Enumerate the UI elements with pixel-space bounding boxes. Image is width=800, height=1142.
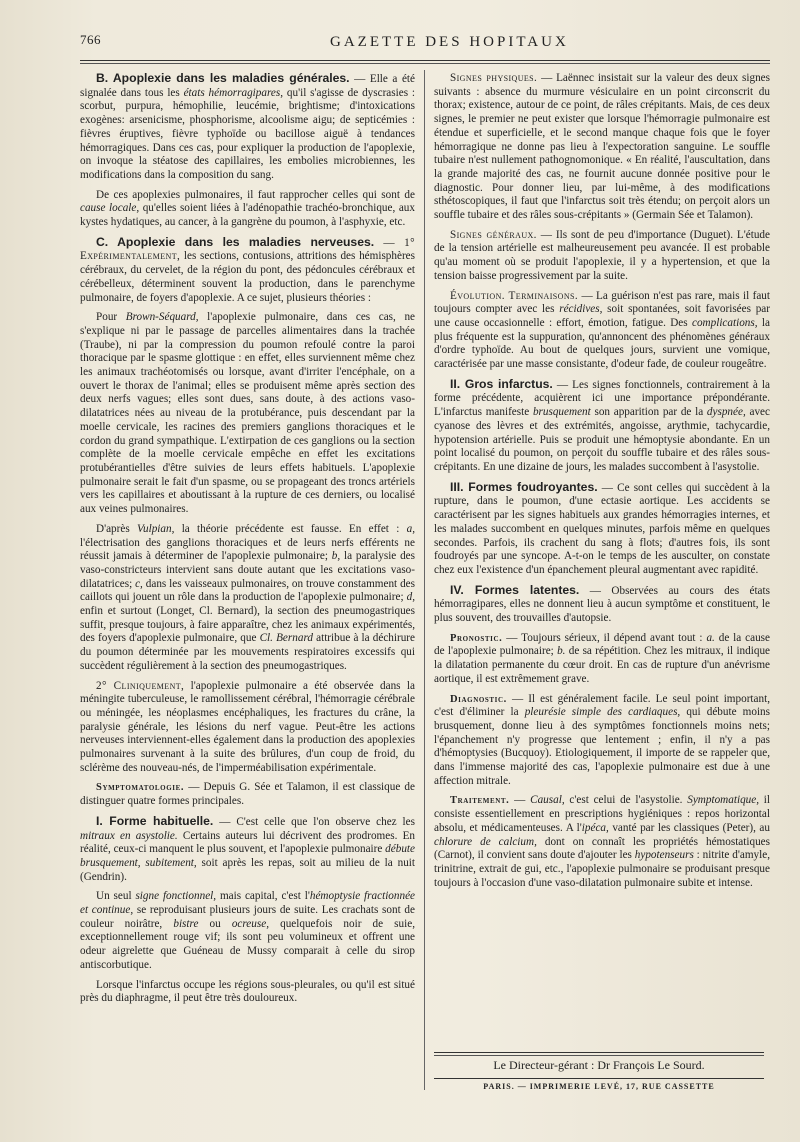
header-rule [80, 60, 770, 61]
vulpian-paragraph: D'après Vulpian, la théorie précédente est fausse. En effet : a, l'électrisation des ganglions thoraciques et de leurs nerfs efférents ne réussit jamais à déterminer de l'apoplexie pulmonaire; b, la paralysie des vaso-constricteurs intervient sans doute autant que les excitations vaso-dilatatrices; c, dans les vaisseaux pulmonaires, on trouve constamment des caillots qui jouent un rôle dans la production de l'apoplexie pulmonaire; d, enfin et surtout (Longet, Cl. Bernard), la section des pneumogastriques suffit, presque toujours, à faire apparaître, chez les animaux expérimentés, des foyers d'apoplexie pulmonaire, que Cl. Bernard attribue à la déchirure du poumon déterminée par les mouvements respiratoires excessifs qui succèdent régulièrement à la section des pneumogastriques. [80, 522, 416, 672]
infarctus-paragraph: Lorsque l'infarctus occupe les régions sous-pleurales, ou qu'il est situé près du diaphragme, il peut être très douloureux. [80, 978, 415, 1005]
signes-generaux-paragraph: Signes généraux. — Ils sont de peu d'importance (Duguet). L'étude de la tension artérielle est malheureusement peu avancée. Il est probable qu'au moment où se produit l'apoplexie, il y a hypertension, et que la tension baisse progressivement par la suite. [434, 228, 770, 282]
diagnostic-heading: Diagnostic. [450, 693, 507, 705]
symptomatologie-paragraph: Symptomatologie. — Depuis G. Sée et Talamon, il est classique de distinguer quatre formes principales. [80, 781, 415, 808]
header-rule-thin [80, 63, 770, 64]
diagnostic-paragraph: Diagnostic. — Il est généralement facile. Le seul point important, c'est d'éliminer la pleurésie simple des cardiaques, qui débute moins brusquement, donne lieu à des symptômes fonctionnels moins nets; l'épanchement n'y progresse que lentement ; enfin, il n'y a pas d'hémoptysies (Bucquoy). Etiologiquement, il importe de se rappeler que, dans l'immense majorité des cas, l'apoplexie pulmonaire est due à une affection mitrale. [434, 692, 771, 787]
evolution-paragraph: Évolution. Terminaisons. — La guérison n'est pas rare, mais il faut toujours compter avec les récidives, soit spontanées, soit favorisées par une cause occasionnelle : effort, émotion, fatigue. Des complications, la plus fréquente est la suppuration, qu'annoncent des phénomènes généraux d'ordre typhoïde. Au bout de quelques jours, survient une vomique, caractérisée par une masse consistante, d'odeur fade, de couleur rougeâtre. [434, 289, 771, 371]
section-b-paragraph: B. Apoplexie dans les maladies générales. — Elle a été signalée dans tous les états hémorragipares, qu'il s'agisse de dyscrasies : scorbut, purpura, hémophilie, leucémie, brightisme; d'intoxications exogènes: arsenicisme, phosphorisme, alcoolisme aigu; de septicémies : fièvres éruptives, fièvre typhoïde ou bacillose aiguë à tendances hémorragiques. Dans ces cas, pour expliquer la production de l'apoplexie, on invoque la stéatose des capillaires, les embolies microbiennes, les modifications dans la composition du sang. [80, 71, 416, 181]
footer-rule [434, 1052, 764, 1053]
signes-physiques-paragraph: Signes physiques. — Laënnec insistait sur la valeur des deux signes suivants : absence du murmure vésiculaire en un point circonscrit du thorax; existence, autour de ce point, de râles crépitants. Mais, de ces deux signes, le premier ne peut exister que lorsque l'hémorragie pulmonaire est étendue et superficielle, et le second manque chaque fois que le foyer hémorragique ne donne pas lieu à l'expectoration sanguine. Le souffle tubaire n'est nullement pathognomonique. « En réalité, l'auscultation, dans la grande majorité des cas, ne fournit aucune donnée positive pour le diagnostic. Pour donner lieu, par lui-même, à des modifications sthétoscopiques, il faut que l'infarctus soit très étendu; on perçoit alors un souffle tubaire et des râles sous-crépitants » (Germain Sée et Talamon). [434, 72, 770, 222]
imprint-rule [434, 1078, 764, 1079]
printer-imprint: PARIS. — IMPRIMERIE LEVÉ, 17, RUE CASSETTE [483, 1082, 715, 1091]
section-c-paragraph: C. Apoplexie dans les maladies nerveuses. — 1° Expérimentalement, les sections, contusions, attritions des hémisphères cérébraux, du cervelet, de la région du pont, des pédoncules cérébraux et cérébelleux, déterminent souvent la production, dans le parenchyme pulmonaire, de foyers d'apoplexie. A ce sujet, plusieurs théories : [80, 234, 415, 304]
running-title: GAZETTE DES HOPITAUX [330, 34, 569, 50]
signes-physiques-heading: Signes physiques. [450, 72, 538, 84]
clinique-paragraph: 2° Cliniquement, l'apoplexie pulmonaire a été observée dans la méningite tuberculeuse, le ramollissement cérébral, l'hémorragie cérébrale ou méningée, les néoplasmes encéphaliques, les fractures du crâne, la paralysie générale, les lésions du nerf vague. Peut-être les actions nerveuses interviennent-elles également dans la production des apoplexies pulmonaires survenant à la suite des brûlures, d'un coup de froid, du sclérème des nouveau-nés, de l'imperméabilisation expérimentale. [80, 679, 415, 774]
section-b-heading: B. Apoplexie dans les maladies générales. [96, 71, 350, 85]
column-divider [424, 70, 425, 1090]
pronostic-paragraph: Pronostic. — Toujours sérieux, il dépend avant tout : a. de la cause de l'apoplexie pulmonaire; b. de sa répétition. Chez les mitraux, il indique la dilatation permanente du cœur droit. En cas de rupture d'un anévrisme aortique, il est extrêmement grave. [434, 631, 770, 685]
gros-infarctus-heading: II. Gros infarctus. [450, 376, 553, 391]
gros-infarctus-paragraph: II. Gros infarctus. — Les signes fonctionnels, contrairement à la forme précédente, acquièrent ici une importance prépondérante. L'infarctus manifeste brusquement son apparition par de la dyspnée, avec cyanose des lèvres et des extrémités, angoisse, arythmie, tachycardie, hypotension artérielle. Puis se produit une hémoptysie abondante. En un point localisé du poumon, on perçoit du souffle tubaire et des râles sous-crépitants. En une dizaine de jours, les malades succombent à l'asystolie. [434, 376, 770, 473]
traitement-paragraph: Traitement. — Causal, c'est celui de l'asystolie. Symptomatique, il consiste essentiellement en prescriptions hygiéniques : repos horizontal absolu, et médicamenteuses. A l'ipéca, vanté par les classiques (Peter), au chlorure de calcium, dont on connaît les propriétés hémostatiques (Carnot), il convient sans doute d'ajouter les hypotenseurs : nitrite d'amyle, trinitrine, extrait de gui, etc., l'apoplexie pulmonaire se produisant presque toujours à l'occasion d'une vaso-dilatation pulmonaire subite et intense. [434, 794, 771, 889]
left-column [80, 72, 415, 1012]
footer-rule-thin [434, 1055, 764, 1056]
pronostic-heading: Pronostic. [450, 632, 503, 644]
brown-sequard-paragraph: Pour Brown-Séquard, l'apoplexie pulmonaire, dans ces cas, ne s'explique ni par le passage de parcelles alimentaires dans la trachée (Traube), ni par la compression du poumon refoulé contre la paroi thoracique par le spasme glottique : en effet, elles surviennent même chez les animaux trachéotomisés ou lorsque, avant d'irriter l'encéphale, on a ouvert le thorax de l'animal; elles se produisent même après section des deux nerfs vagues; elles sont dues, sans doute, à des actions vaso-dilatatrices nées au niveau de la protubérance, puis descendant par la moelle cervicale, les racines des premiers ganglions thoraciques et le cordon du grand sympathique. L'extirpation de ces ganglions ou la section complète de la moelle cervicale empêche en effet les excitations protubérantielles d'être suivies de leurs effets habituels. L'apoplexie pulmonaire serait le fait d'un spasme, ou se propageant des troncs artériels vers les capillaires et aboutissant à la rupture de ces derniers, ou localisé aux veines pulmonaires. [80, 311, 415, 516]
forme-habituelle-paragraph: I. Forme habituelle. — C'est celle que l'on observe chez les mitraux en asystolie. Certains auteurs lui décrivent des prodromes. En réalité, ceux-ci manquent le plus souvent, et l'apoplexie pulmonaire débute brusquement, subitement, soit après les repas, soit au milieu de la nuit (Gendrin). [80, 813, 415, 883]
right-column [434, 72, 770, 896]
symptomatologie-heading: Symptomatologie. [96, 782, 185, 794]
formes-latentes-paragraph: IV. Formes latentes. — Observées au cours des états hémorragipares, elles ne donnent lieu à aucun symptôme et constituent, le plus souvent, des trouvailles d'autopsie. [434, 582, 770, 625]
formes-latentes-heading: IV. Formes latentes. [450, 582, 580, 597]
formes-foudroyantes-heading: III. Formes foudroyantes. [450, 479, 598, 494]
traitement-heading: Traitement. [450, 795, 510, 807]
directeur-gerant: Le Directeur-gérant : Dr François Le Sourd. [493, 1058, 705, 1072]
signes-generaux-heading: Signes généraux. [450, 228, 537, 241]
section-c-heading: C. Apoplexie dans les maladies nerveuses. [96, 234, 375, 249]
signe-fonctionnel-paragraph: Un seul signe fonctionnel, mais capital, c'est l'hémoptysie fractionnée et continue, se reproduisant plusieurs jours de suite. Les crachats sont de couleur noirâtre, bistre ou ocreuse, quelquefois noir de suie, exceptionnellement rouge vif; ils sont peu volumineux et offrent une odeur aigrelette que Guéneau de Mussy comparait à celle du sirop antiscorbutique. [80, 890, 416, 971]
forme-habituelle-heading: I. Forme habituelle. [96, 813, 214, 828]
evolution-heading: Évolution. Terminaisons. [450, 289, 579, 302]
section-b-paragraph-2: De ces apoplexies pulmonaires, il faut rapprocher celles qui sont de cause locale, qu'elles soient liées à l'adénopathie trachéo-bronchique, aux kystes hydatiques, au cancer, à la gangrène du poumon, à l'asphyxie, etc. [80, 188, 415, 229]
formes-foudroyantes-paragraph: III. Formes foudroyantes. — Ce sont celles qui succèdent à la rupture, dans le poumon, d'une ectasie aortique. Les accidents se caractérisent par les signes habituels aux grandes hémorragies internes, et les malades succombent en quelques minutes, parfois même en quelques secondes. Parfois, ils crachent du sang à flots; d'autres fois, ils sont foudroyés par une syncope. A-t-on le temps de les ausculter, on constate chez eux l'existence d'un épanchement pleural augmentant avec rapidité. [434, 479, 770, 576]
page-number: 766 [80, 32, 101, 47]
